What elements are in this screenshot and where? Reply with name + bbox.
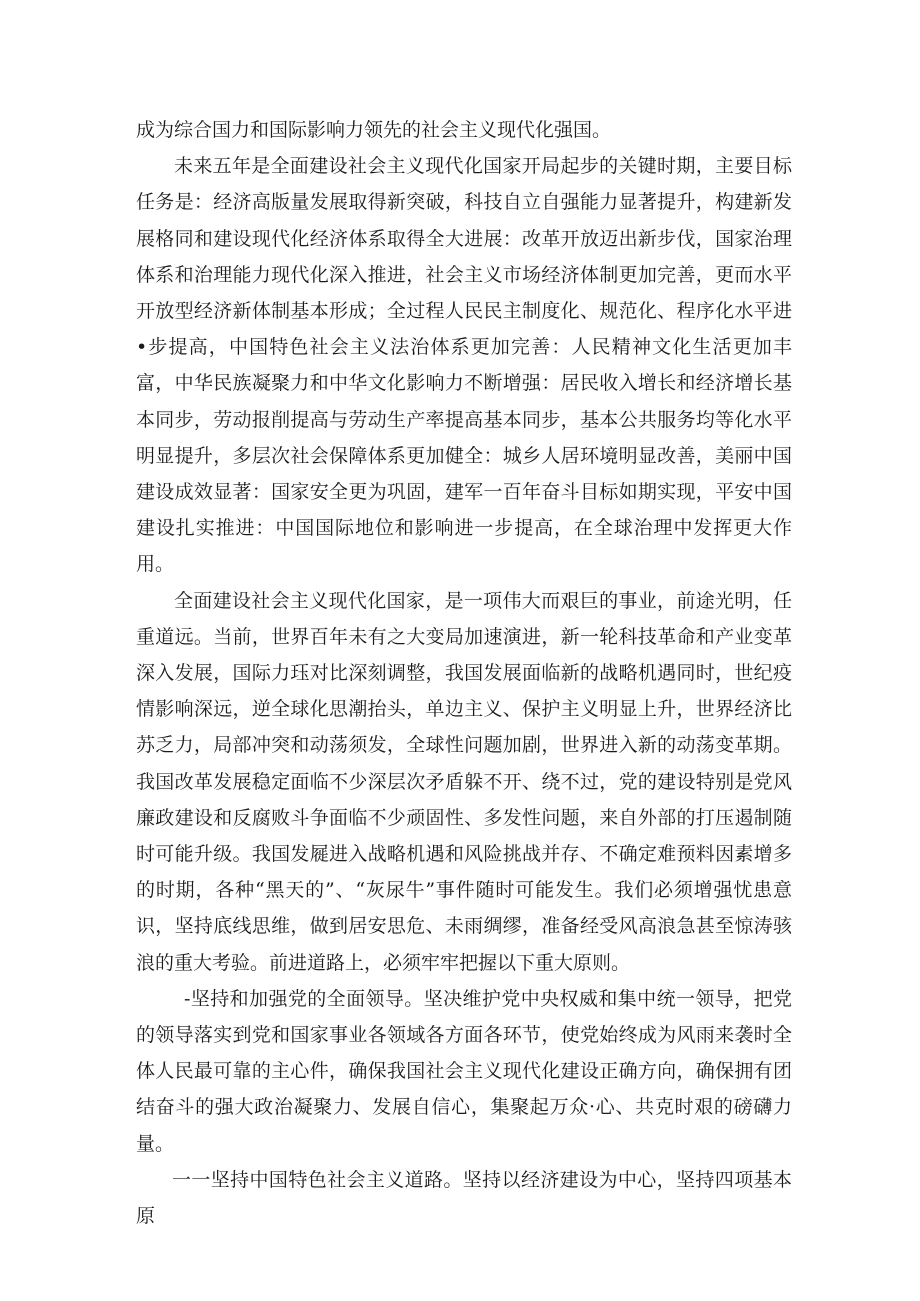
paragraph-4: -坚持和加强党的全面领导。坚决维护党中央权威和集中统一领导，把党的领导落实到党和国家事业各领域各方面各环节，使党始终成为风雨来袭时全体人民最可靠的主心件，确保我国社会主义现代化建设正确方向，确保拥有团结奋斗的强大政治凝聚力、发展自信心，集聚起万众·心、共克时艰的磅礴力量。 <box>136 987 792 1155</box>
paragraph-5: 一一坚持中国特色社会主义道路。坚持以经济建设为中心，坚持四项基本原 <box>136 1168 792 1228</box>
paragraph-1: 成为综合国力和国际影响力领先的社会主义现代化强国。 <box>136 119 612 141</box>
paragraph-2: 未来五年是全面建设社会主义现代化国家开局起步的关键时期，主要目标任务是：经济高版量发展取得新突破，科技自立自强能力显著提升，构建新发展格同和建设现代化经济体系取得全大进展：改革开放迈出新步伐，国家治理体系和治理能力现代化深入推进，社会主义市场经济体制更加完善，更而水平开放型经济新体制基本形成；全过程人民民主制度化、规范化、程序化水平进•步提高，中国特色社会主义法治体系更加完善：人民精神文化生活更加丰富，中华民族凝聚力和中华文化影响力不断增强：居民收入增长和经济增长基本同步，劳动报削提高与劳动生产率提高基本同步，基本公共服务均等化水平明显提升，多层次社会保障体系更加健全：城乡人居环境明显改善，美丽中国建设成效显著：国家安全更为巩固，建军一百年奋斗目标如期实现，平安中国建设扎实推进：中国国际地位和影响进一步提高，在全球治理中发挥更大作用。 <box>136 155 792 576</box>
paragraph-3: 全面建设社会主义现代化国家，是一项伟大而艰巨的事业，前途光明，任重道远。当前，世界百年未有之大变局加速演进，新一轮科技革命和产业变革深入发展，国际力珏对比深刻调整，我国发展面临新的战略机遇同时，世纪疫情影响深远，逆全球化思潮抬头，单边主义、保护主义明显上升，世界经济比苏乏力，局部冲突和动荡须发，全球性问题加剧，世界进入新的动荡变革期。我国改革发展稳定面临不少深层次矛盾躲不开、绕不过，党的建设特别是党风廉政建设和反腐败斗争面临不少顽固性、多发性问题，来自外部的打压遏制随时可能升级。我国发屣进入战略机遇和风险挑战并存、不确定难预料因素增多的时期，各种“黑天的”、“灰尿牛”事件随时可能发生。我们必须增强忧患意识，坚持底线思维，做到居安思危、未雨绸缪，准备经受风高浪急甚至惊涛骇浪的重大考验。前进道路上，必须牢牢把握以下重大原则。 <box>136 589 792 974</box>
body-text <box>136 112 792 1234</box>
